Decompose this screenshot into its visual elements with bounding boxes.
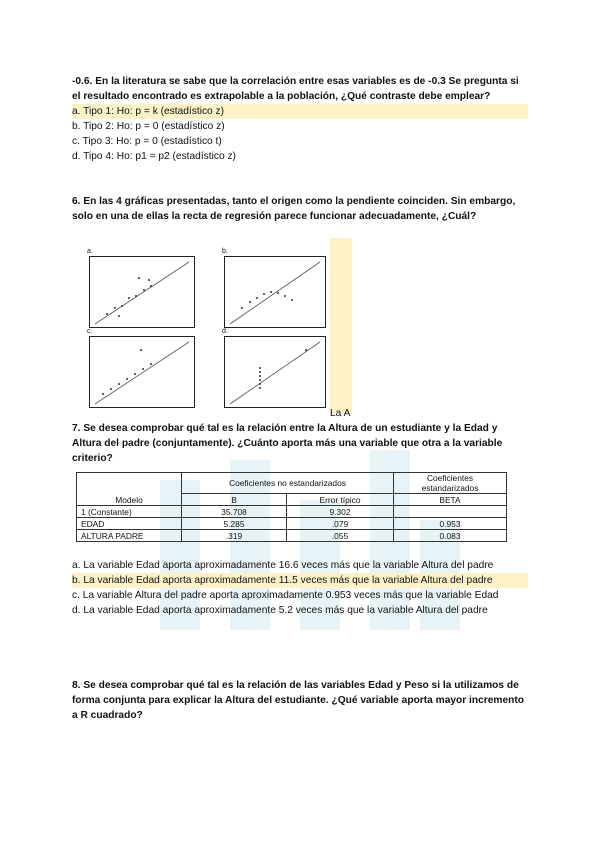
option-b[interactable]: b. Tipo 2: Ho: p = 0 (estadístico z) bbox=[72, 121, 225, 132]
scatter-plot bbox=[89, 336, 195, 408]
header-unstandardized: Coeficientes no estandarizados bbox=[182, 473, 394, 494]
header-b: B bbox=[182, 494, 287, 506]
cell-b: .319 bbox=[182, 530, 287, 542]
option-d[interactable]: d. Tipo 4: Ho: p1 = p2 (estadístico z) bbox=[72, 151, 236, 162]
cell-modelo: 1 (Constante) bbox=[77, 506, 182, 518]
question-block-1 bbox=[72, 74, 528, 164]
question-block-8 bbox=[72, 678, 528, 723]
cell-error: .079 bbox=[287, 518, 394, 530]
header-beta: BETA bbox=[394, 494, 507, 506]
option-c[interactable]: c. La variable Altura del padre aporta aproximadamente 0.953 veces más que la variable Edad bbox=[72, 590, 499, 601]
option-a[interactable]: a. Tipo 1: Ho: p = k (estadístico z) bbox=[72, 104, 528, 119]
option-c[interactable]: c. Tipo 3: Ho: p = 0 (estadístico t) bbox=[72, 136, 222, 147]
table-row bbox=[77, 506, 507, 518]
question-text: -0.6. En la literatura se sabe que la correlación entre esas variables es de -0.3 Se pregunta si el resultado encontrado es extrapolable a la población, ¿Qué contraste debe emplear? bbox=[72, 76, 519, 102]
scatter-plot bbox=[224, 336, 326, 408]
question-block-6 bbox=[72, 194, 528, 224]
cell-modelo: EDAD bbox=[77, 518, 182, 530]
option-a[interactable]: a. La variable Edad aporta aproximadamente 16.6 veces más que la variable Altura del padre bbox=[72, 560, 494, 571]
option-b[interactable]: b. La variable Edad aporta aproximadamente 11.5 veces más que la variable Altura del padre bbox=[72, 573, 528, 588]
question-text: 6. En las 4 gráficas presentadas, tanto el origen como la pendiente coinciden. Sin embargo, solo en una de ellas la recta de regresión parece funcionar adecuadamente, ¿Cuál? bbox=[72, 196, 516, 222]
question-block-7 bbox=[72, 421, 528, 466]
scatter-graph-b bbox=[222, 248, 326, 333]
graph-label: c. bbox=[87, 328, 93, 335]
cell-error: 9.302 bbox=[287, 506, 394, 518]
cell-beta: 0.953 bbox=[394, 518, 507, 530]
scatter-graph-a bbox=[87, 248, 195, 333]
header-standardized: Coeficientes estandarizados bbox=[394, 473, 507, 494]
cell-beta bbox=[394, 506, 507, 518]
header-modelo: Modelo bbox=[77, 473, 182, 506]
cell-b: 5.285 bbox=[182, 518, 287, 530]
answer-highlight-bar bbox=[330, 238, 352, 413]
graph-label: b. bbox=[222, 248, 228, 255]
cell-beta: 0.083 bbox=[394, 530, 507, 542]
cell-error: .055 bbox=[287, 530, 394, 542]
scatter-graph-d bbox=[222, 328, 326, 413]
header-error: Error típico bbox=[287, 494, 394, 506]
cell-modelo: ALTURA PADRE bbox=[77, 530, 182, 542]
scatter-plot bbox=[89, 256, 195, 328]
answer-text: La A bbox=[330, 408, 351, 419]
scatter-graph-c bbox=[87, 328, 195, 413]
graph-label: a. bbox=[87, 248, 93, 255]
scatter-plot bbox=[224, 256, 326, 328]
table-row bbox=[77, 518, 507, 530]
question-text: 8. Se desea comprobar qué tal es la relación de las variables Edad y Peso si la utilizamos de forma conjunta para explicar la Altura del estudiante. ¿Qué variable aporta mayor incremento a R cuadrado? bbox=[72, 680, 524, 721]
option-d[interactable]: d. La variable Edad aporta aproximadamente 5.2 veces más que la variable Altura del padre bbox=[72, 605, 488, 616]
question-7-options bbox=[72, 558, 528, 618]
cell-b: 35.708 bbox=[182, 506, 287, 518]
question-text: 7. Se desea comprobar qué tal es la relación entre la Altura de un estudiante y la Edad y Altura del padre (conjuntamente). ¿Cuánto aporta más una variable que otra a la variable criterio? bbox=[72, 423, 503, 464]
graph-label: d. bbox=[222, 328, 228, 335]
table-row bbox=[77, 530, 507, 542]
coefficients-table bbox=[76, 472, 507, 542]
